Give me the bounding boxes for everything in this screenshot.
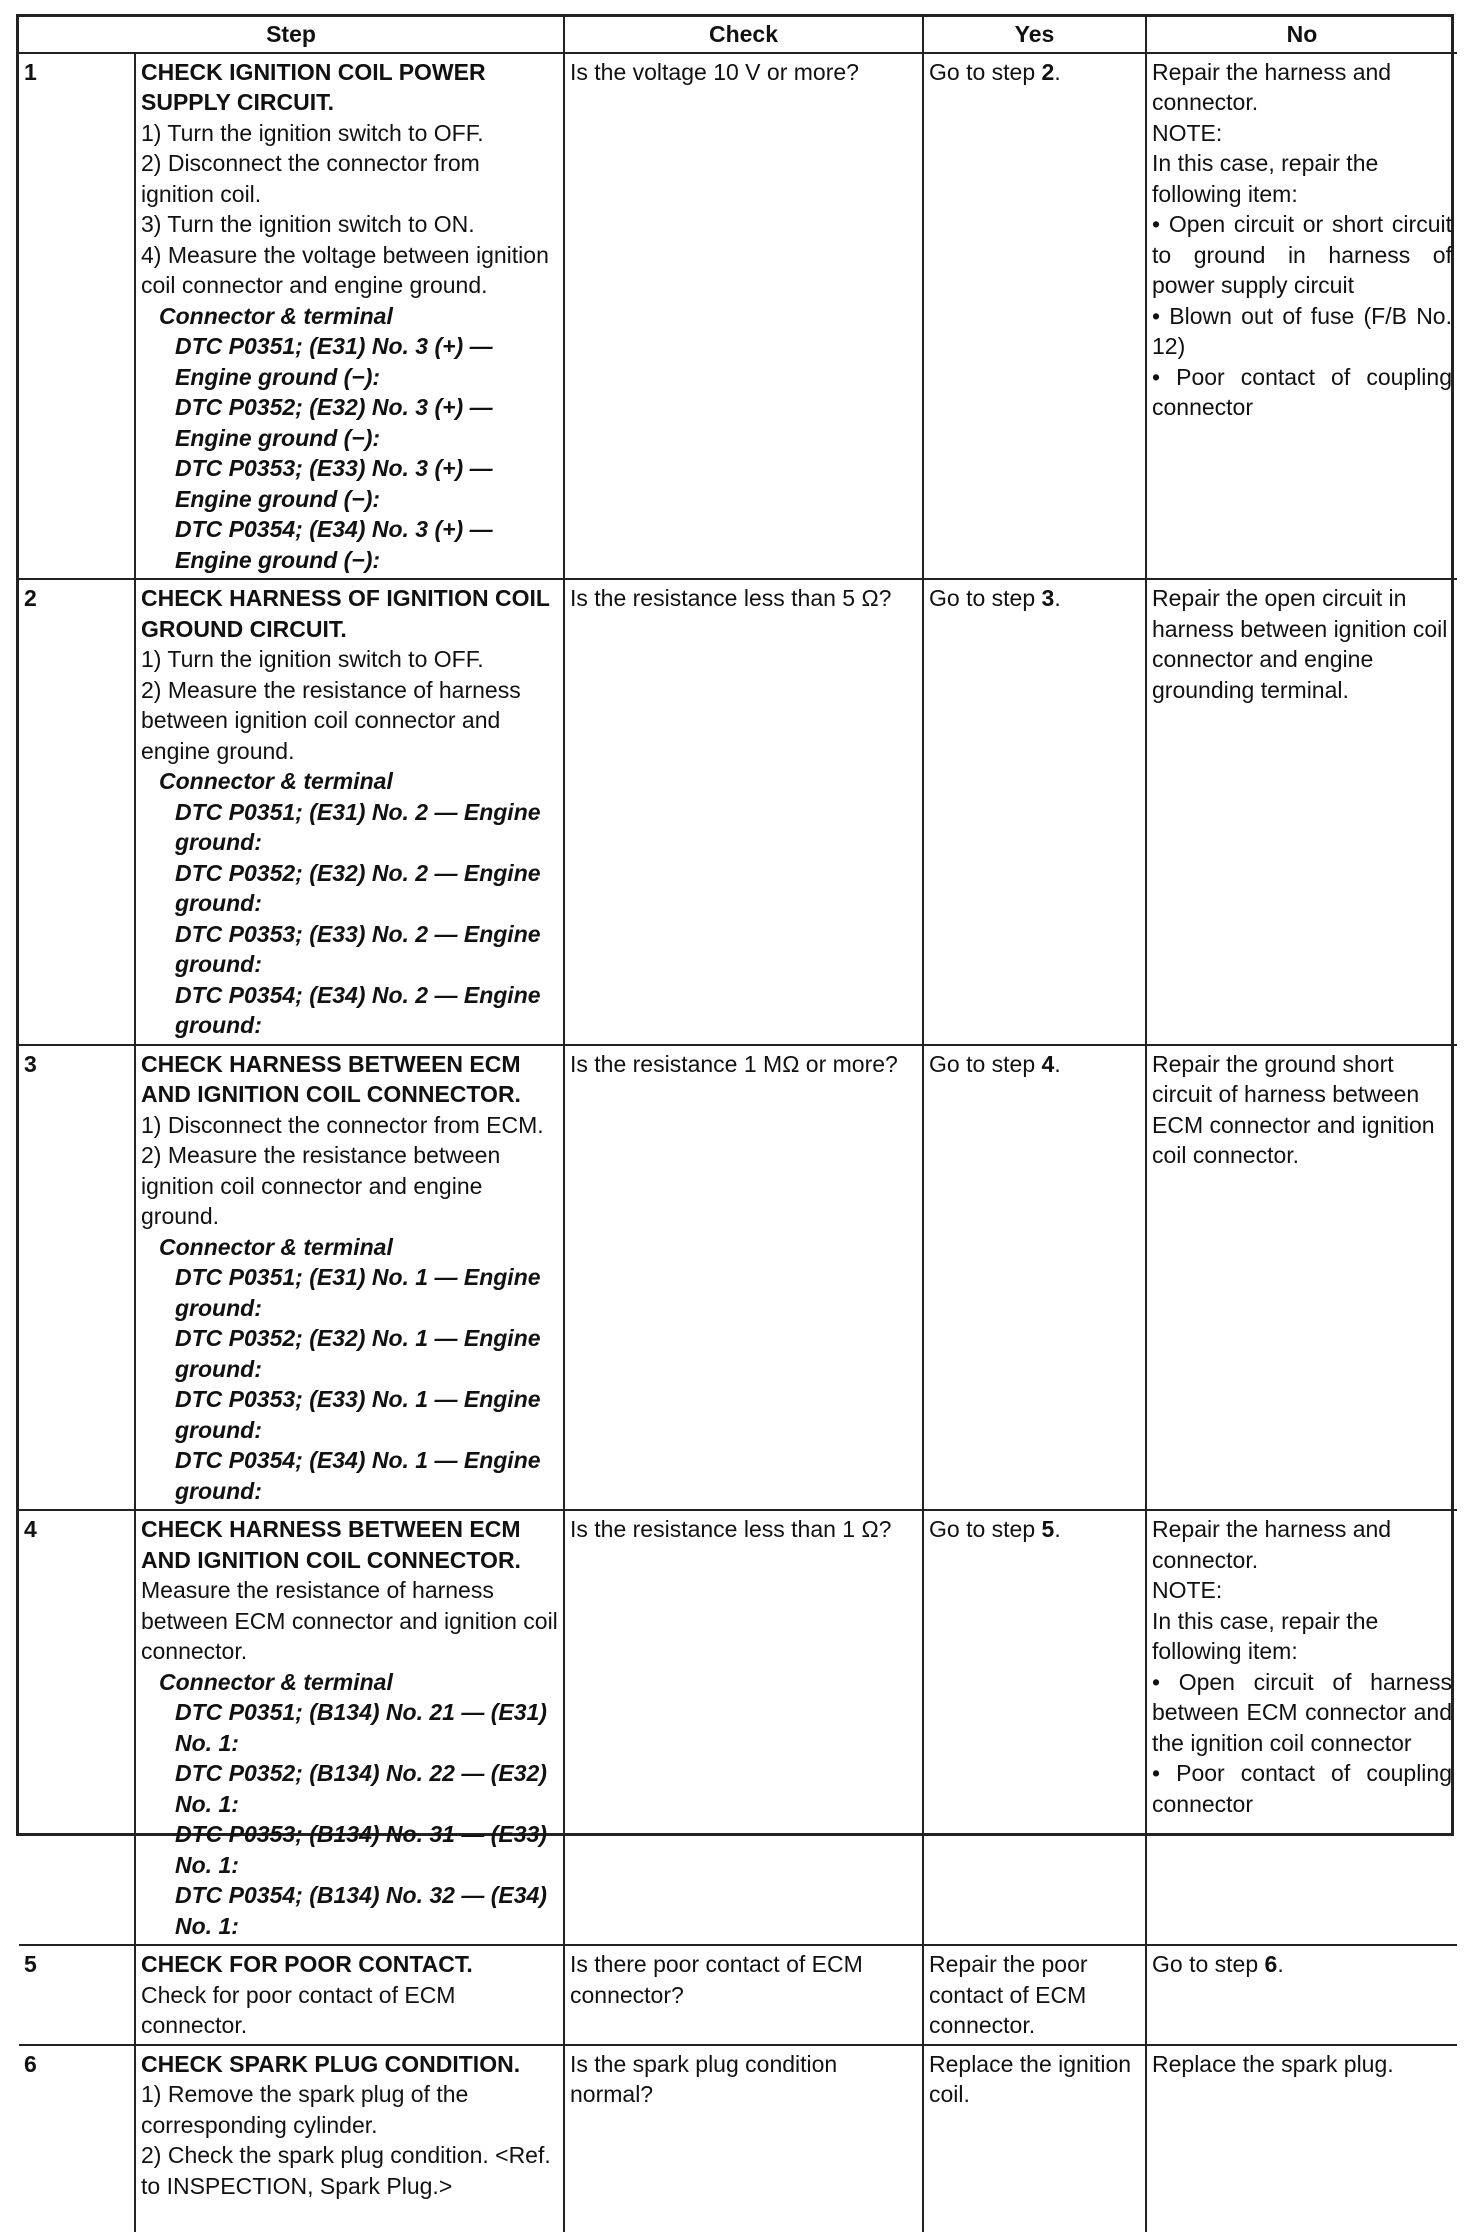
yes-step-number: 2	[1041, 58, 1055, 85]
yes-action: Replace the ignition coil.	[923, 2045, 1146, 2232]
step-instruction: 2) Disconnect the connector from ignition coil.	[141, 150, 480, 207]
step-instruction: 2) Measure the resistance between ignition coil connector and engine ground.	[141, 1142, 501, 1229]
note-item: • Poor contact of coupling connector	[1152, 363, 1452, 420]
yes-text: Go to step	[929, 58, 1042, 85]
yes-action: Repair the poor contact of ECM connector.	[923, 1945, 1146, 2045]
no-main-text: Repair the open circuit in harness between ignition coil connector and engine grounding terminal.	[1152, 585, 1448, 703]
no-text: Go to step	[1152, 1951, 1265, 1977]
connector-terminal-label: Connector & terminal	[159, 1668, 393, 1695]
table-row	[19, 579, 1457, 1045]
step-instruction: 2) Check the spark plug condition. <Ref. to INSPECTION, Spark Plug.>	[141, 2142, 551, 2199]
dtc-terminal: DTC P0351; (E31) No. 3 (+) — Engine ground (−):	[175, 333, 493, 390]
step-instruction: 3) Turn the ignition switch to ON.	[141, 211, 475, 237]
dtc-terminal: DTC P0351; (B134) No. 21 — (E31) No. 1:	[175, 1699, 547, 1756]
no-header: No	[1146, 17, 1457, 53]
dtc-terminal: DTC P0353; (B134) No. 31 — (E33) No. 1:	[175, 1821, 547, 1878]
step-number: 4	[19, 1510, 135, 1945]
no-main-text: Repair the ground short circuit of harness between ECM connector and ignition coil connector.	[1152, 1050, 1435, 1168]
step-title: CHECK IGNITION COIL POWER SUPPLY CIRCUIT.	[141, 58, 486, 115]
no-action	[1146, 579, 1457, 1045]
no-action	[1146, 1510, 1457, 1945]
yes-step-number: 4	[1041, 1050, 1055, 1077]
step-title: CHECK SPARK PLUG CONDITION.	[141, 2050, 521, 2077]
step-description	[135, 1045, 564, 1511]
step-number: 2	[19, 579, 135, 1045]
yes-text: Go to step	[929, 585, 1042, 611]
note-item: • Open circuit or short circuit to ground in harness of power supply circuit	[1152, 211, 1452, 298]
note-case: In this case, repair the following item:	[1152, 150, 1379, 207]
no-main-text: Replace the spark plug.	[1152, 2050, 1394, 2077]
note-item: • Open circuit of harness between ECM connector and the ignition coil connector	[1152, 1668, 1452, 1756]
step-instruction: 1) Turn the ignition switch to OFF.	[141, 646, 484, 672]
header-row	[19, 17, 1457, 53]
check-question: Is the resistance less than 1 Ω?	[564, 1510, 923, 1945]
no-main-text: Repair the harness and connector.	[1152, 58, 1392, 115]
check-question: Is the spark plug condition normal?	[564, 2045, 923, 2232]
table-row	[19, 1045, 1457, 1511]
step-instruction: Check for poor contact of ECM connector.	[141, 1981, 456, 2038]
step-title: CHECK HARNESS OF IGNITION COIL GROUND CIRCUIT.	[141, 585, 550, 642]
yes-header: Yes	[923, 17, 1146, 53]
check-header: Check	[564, 17, 923, 53]
step-title: CHECK FOR POOR CONTACT.	[141, 1951, 473, 1977]
table-row	[19, 2045, 1457, 2232]
step-instruction: 4) Measure the voltage between ignition coil connector and engine ground.	[141, 241, 549, 298]
note-label: NOTE:	[1152, 119, 1223, 146]
check-question: Is the resistance 1 MΩ or more?	[564, 1045, 923, 1511]
yes-action: Go to step 5.	[923, 1510, 1146, 1945]
step-number: 1	[19, 53, 135, 580]
dtc-terminal: DTC P0353; (E33) No. 2 — Engine ground:	[175, 920, 541, 977]
dtc-terminal: DTC P0352; (E32) No. 3 (+) — Engine ground (−):	[175, 394, 493, 451]
connector-terminal-label: Connector & terminal	[159, 768, 393, 794]
dtc-terminal: DTC P0351; (E31) No. 1 — Engine ground:	[175, 1264, 541, 1321]
yes-step-number: 3	[1041, 585, 1055, 611]
step-instruction: 1) Disconnect the connector from ECM.	[141, 1111, 544, 1138]
dtc-terminal: DTC P0353; (E33) No. 3 (+) — Engine ground (−):	[175, 455, 493, 512]
no-action	[1146, 1045, 1457, 1511]
yes-step-number: 5	[1041, 1516, 1055, 1542]
table-row	[19, 53, 1457, 580]
dtc-terminal: DTC P0353; (E33) No. 1 — Engine ground:	[175, 1386, 541, 1443]
yes-action: Go to step 3.	[923, 579, 1146, 1045]
step-instruction: 2) Measure the resistance of harness between ignition coil connector and engine ground.	[141, 676, 521, 764]
connector-terminal-label: Connector & terminal	[159, 1233, 393, 1260]
table-row	[19, 1945, 1457, 2045]
yes-text: Go to step	[929, 1516, 1042, 1542]
step-description	[135, 2045, 564, 2232]
step-description	[135, 1945, 564, 2045]
dtc-terminal: DTC P0354; (E34) No. 2 — Engine ground:	[175, 981, 541, 1038]
dtc-terminal: DTC P0354; (B134) No. 32 — (E34) No. 1:	[175, 1882, 547, 1939]
no-action: Go to step 6.	[1146, 1945, 1457, 2045]
no-action	[1146, 53, 1457, 580]
step-instruction: 1) Remove the spark plug of the corresponding cylinder.	[141, 2081, 469, 2138]
dtc-terminal: DTC P0352; (E32) No. 1 — Engine ground:	[175, 1325, 541, 1382]
step-number: 3	[19, 1045, 135, 1511]
connector-terminal-label: Connector & terminal	[159, 302, 393, 329]
note-case: In this case, repair the following item:	[1152, 1607, 1379, 1664]
dtc-terminal: DTC P0351; (E31) No. 2 — Engine ground:	[175, 798, 541, 855]
step-title: CHECK HARNESS BETWEEN ECM AND IGNITION COIL CONNECTOR.	[141, 1516, 521, 1573]
check-question: Is there poor contact of ECM connector?	[564, 1945, 923, 2045]
dtc-terminal: DTC P0352; (B134) No. 22 — (E32) No. 1:	[175, 1760, 547, 1817]
check-question: Is the resistance less than 5 Ω?	[564, 579, 923, 1045]
no-action	[1146, 2045, 1457, 2232]
diagnostic-table	[19, 17, 1457, 2232]
step-instruction: Measure the resistance of harness between ECM connector and ignition coil connector.	[141, 1577, 558, 1664]
note-item: • Poor contact of coupling connector	[1152, 1760, 1452, 1817]
table-row	[19, 1510, 1457, 1945]
step-number: 5	[19, 1945, 135, 2045]
step-description	[135, 53, 564, 580]
yes-action: Go to step 2.	[923, 53, 1146, 580]
step-description	[135, 1510, 564, 1945]
step-number: 6	[19, 2045, 135, 2232]
step-instruction: 1) Turn the ignition switch to OFF.	[141, 119, 484, 146]
step-description	[135, 579, 564, 1045]
check-question: Is the voltage 10 V or more?	[564, 53, 923, 580]
no-main-text: Repair the harness and connector.	[1152, 1516, 1392, 1573]
dtc-terminal: DTC P0354; (E34) No. 1 — Engine ground:	[175, 1447, 541, 1504]
no-step-number: 6	[1264, 1951, 1278, 1977]
note-item: • Blown out of fuse (F/B No. 12)	[1152, 302, 1452, 359]
dtc-terminal: DTC P0352; (E32) No. 2 — Engine ground:	[175, 859, 541, 916]
diagnostic-procedure-table	[16, 14, 1454, 2199]
dtc-terminal: DTC P0354; (E34) No. 3 (+) — Engine ground (−):	[175, 516, 493, 573]
yes-text: Go to step	[929, 1050, 1042, 1077]
step-title: CHECK HARNESS BETWEEN ECM AND IGNITION COIL CONNECTOR.	[141, 1050, 521, 1107]
step-header: Step	[19, 17, 564, 53]
yes-action: Go to step 4.	[923, 1045, 1146, 1511]
note-label: NOTE:	[1152, 1577, 1223, 1603]
